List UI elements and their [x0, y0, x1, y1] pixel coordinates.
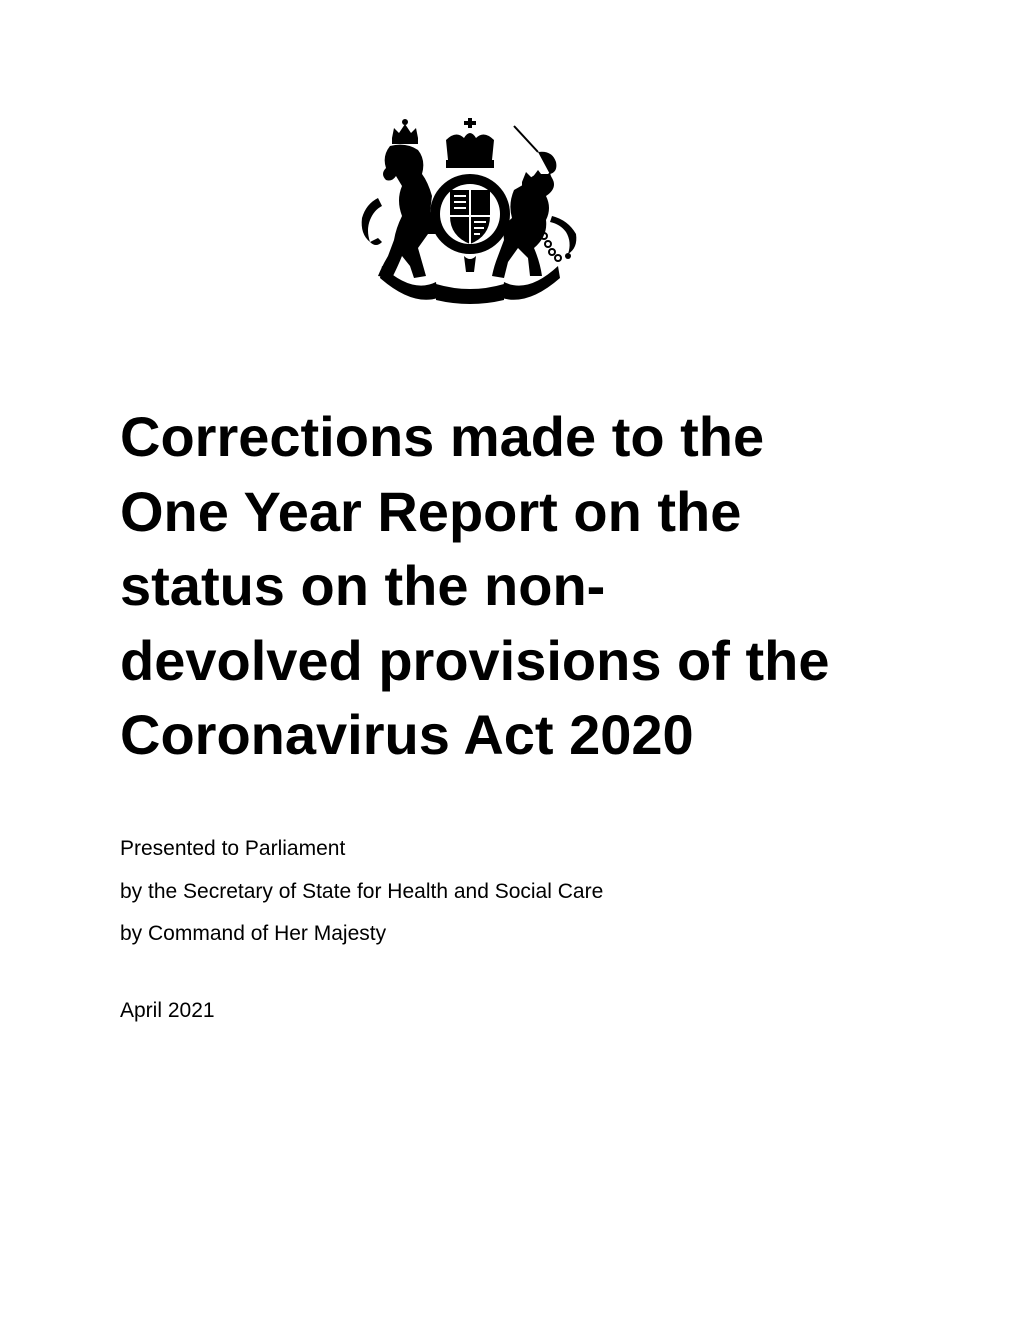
title-line: devolved provisions of the [120, 628, 830, 692]
lion-crown-icon [392, 119, 418, 144]
presentation-line: by the Secretary of State for Health and Social Care [120, 879, 604, 903]
title-line: Coronavirus Act 2020 [120, 703, 694, 766]
document-title [120, 400, 920, 773]
title-line: status on the non- [120, 554, 606, 617]
title-line: Corrections made to the [120, 405, 765, 468]
publication-date: April 2021 [120, 999, 215, 1022]
shield-garter-icon [430, 174, 510, 254]
crown-icon [446, 118, 494, 168]
lion-icon [362, 145, 438, 278]
chain-icon [537, 225, 561, 261]
presentation-line: by Command of Her Majesty [120, 922, 387, 945]
presentation-statement [120, 828, 603, 956]
presentation-line: Presented to Parliament [120, 837, 346, 860]
title-line: One Year Report on the [120, 479, 742, 543]
royal-coat-of-arms [352, 116, 588, 306]
